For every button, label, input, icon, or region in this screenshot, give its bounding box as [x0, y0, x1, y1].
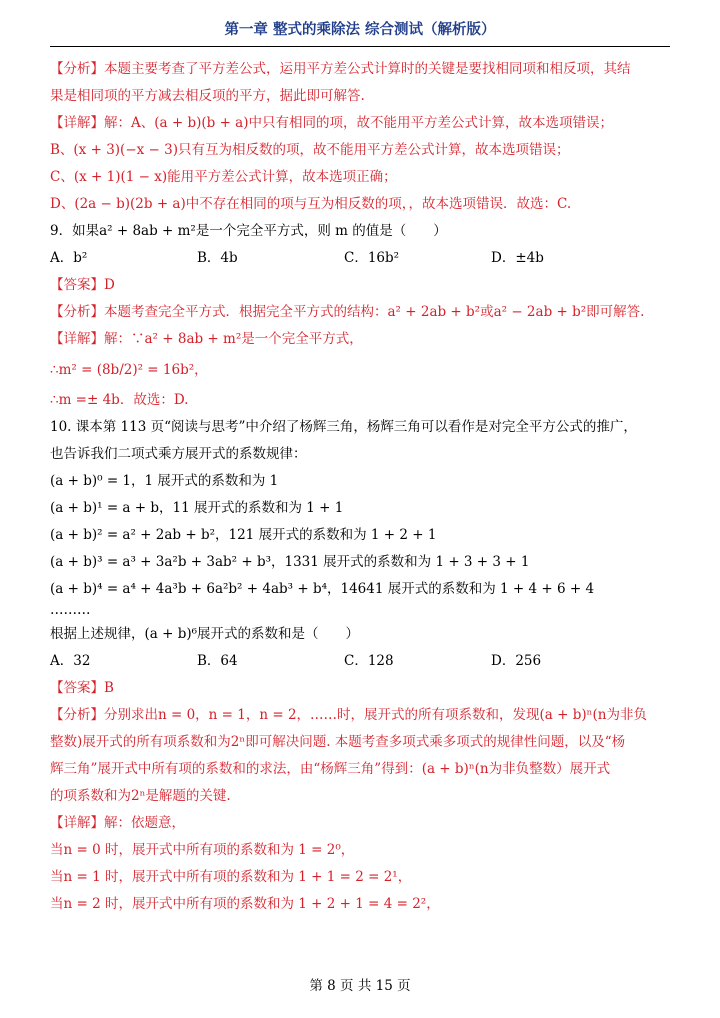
- expansion-line: (a + b)⁴ = a⁴ + 4a³b + 6a²b² + 4ab³ + b⁴，14641 展开式的系数和为 1 + 4 + 6 + 4: [50, 581, 595, 597]
- analysis-line: 的项系数和为2ⁿ是解题的关键.: [50, 788, 231, 804]
- solution-line: ∴m² = (8b/2)² = 16b²，: [50, 362, 208, 378]
- solution-line: B、(x + 3)(−x − 3)只有互为相反数的项，故不能用平方差公式计算，故本选项错误；: [50, 142, 570, 158]
- option-d: D．±4b: [491, 250, 544, 266]
- question-10-options: [50, 648, 680, 675]
- page-number-footer: 第 8 页 共 15 页: [309, 978, 411, 994]
- expansion-line: (a + b)² = a² + 2ab + b²，121 展开式的系数和为 1 + 2 + 1: [50, 527, 437, 543]
- option-b: B．64: [197, 653, 238, 669]
- answer-line: 【答案】B: [50, 680, 114, 696]
- analysis-line: 【分析】本题主要考查了平方差公式，运用平方差公式计算时的关键是要找相同项和相反项，其结: [50, 61, 631, 77]
- answer-line: 【答案】D: [50, 277, 115, 293]
- question-9-options: [50, 245, 680, 272]
- question-10-stem: 也告诉我们二项式乘方展开式的系数规律：: [50, 446, 307, 462]
- solution-line: 当n = 0 时，展开式中所有项的系数和为 1 = 2⁰，: [50, 842, 355, 858]
- solution-line: 【详解】解：依题意，: [50, 815, 185, 831]
- analysis-line: 果是相同项的平方减去相反项的平方，据此即可解答.: [50, 88, 365, 104]
- option-a: A．b²: [50, 250, 88, 266]
- question-9-stem: 9．如果a² + 8ab + m²是一个完全平方式，则 m 的值是（ ）: [50, 223, 447, 239]
- page-header-title: 第一章 整式的乘除法 综合测试（解析版）: [50, 14, 670, 47]
- question-10-prompt: 根据上述规律，(a + b)⁶展开式的系数和是（ ）: [50, 626, 360, 642]
- analysis-line: 辉三角”展开式中所有项的系数和的求法，由“杨辉三角”得到：(a + b)ⁿ(n为非负整数）展开式: [50, 761, 611, 777]
- page-content: [50, 56, 680, 918]
- solution-line: D、(2a − b)(2b + a)中不存在相同的项与互为相反数的项，，故本选项错误．故选：C.: [50, 196, 572, 212]
- option-c: C．128: [344, 653, 394, 669]
- option-a: A．32: [50, 653, 91, 669]
- solution-line: 【详解】解：A、(a + b)(b + a)中只有相同的项，故不能用平方差公式计算，故本选项错误；: [50, 115, 613, 131]
- expansion-line: (a + b)³ = a³ + 3a²b + 3ab² + b³，1331 展开式的系数和为 1 + 3 + 3 + 1: [50, 554, 530, 570]
- option-c: C．16b²: [344, 250, 400, 266]
- solution-line: 当n = 2 时，展开式中所有项的系数和为 1 + 2 + 1 = 4 = 2²，: [50, 896, 440, 912]
- solution-line: 【详解】解：∵a² + 8ab + m²是一个完全平方式，: [50, 331, 363, 347]
- ellipsis-line: ………: [50, 603, 91, 618]
- option-d: D．256: [491, 653, 542, 669]
- expansion-line: (a + b)⁰ = 1，1 展开式的系数和为 1: [50, 473, 279, 489]
- analysis-line: 【分析】分别求出n = 0，n = 1，n = 2，……时，展开式的所有项系数和，发现(a + b)ⁿ(n为非负: [50, 707, 647, 723]
- solution-line: 当n = 1 时，展开式中所有项的系数和为 1 + 1 = 2 = 2¹，: [50, 869, 412, 885]
- question-10-stem: 10. 课本第 113 页“阅读与思考”中介绍了杨辉三角，杨辉三角可以看作是对完全平方公式的推广，: [50, 419, 637, 435]
- option-b: B．4b: [197, 250, 238, 266]
- analysis-line: 【分析】本题考查完全平方式．根据完全平方式的结构：a² + 2ab + b²或a² − 2ab + b²即可解答.: [50, 304, 645, 320]
- solution-line: ∴m =± 4b．故选：D.: [50, 392, 189, 408]
- analysis-line: 整数)展开式的所有项系数和为2ⁿ即可解决问题. 本题考查多项式乘多项式的规律性问题，以及“杨: [50, 734, 626, 750]
- expansion-line: (a + b)¹ = a + b，11 展开式的系数和为 1 + 1: [50, 500, 344, 516]
- solution-line: C、(x + 1)(1 − x)能用平方差公式计算，故本选项正确；: [50, 169, 397, 185]
